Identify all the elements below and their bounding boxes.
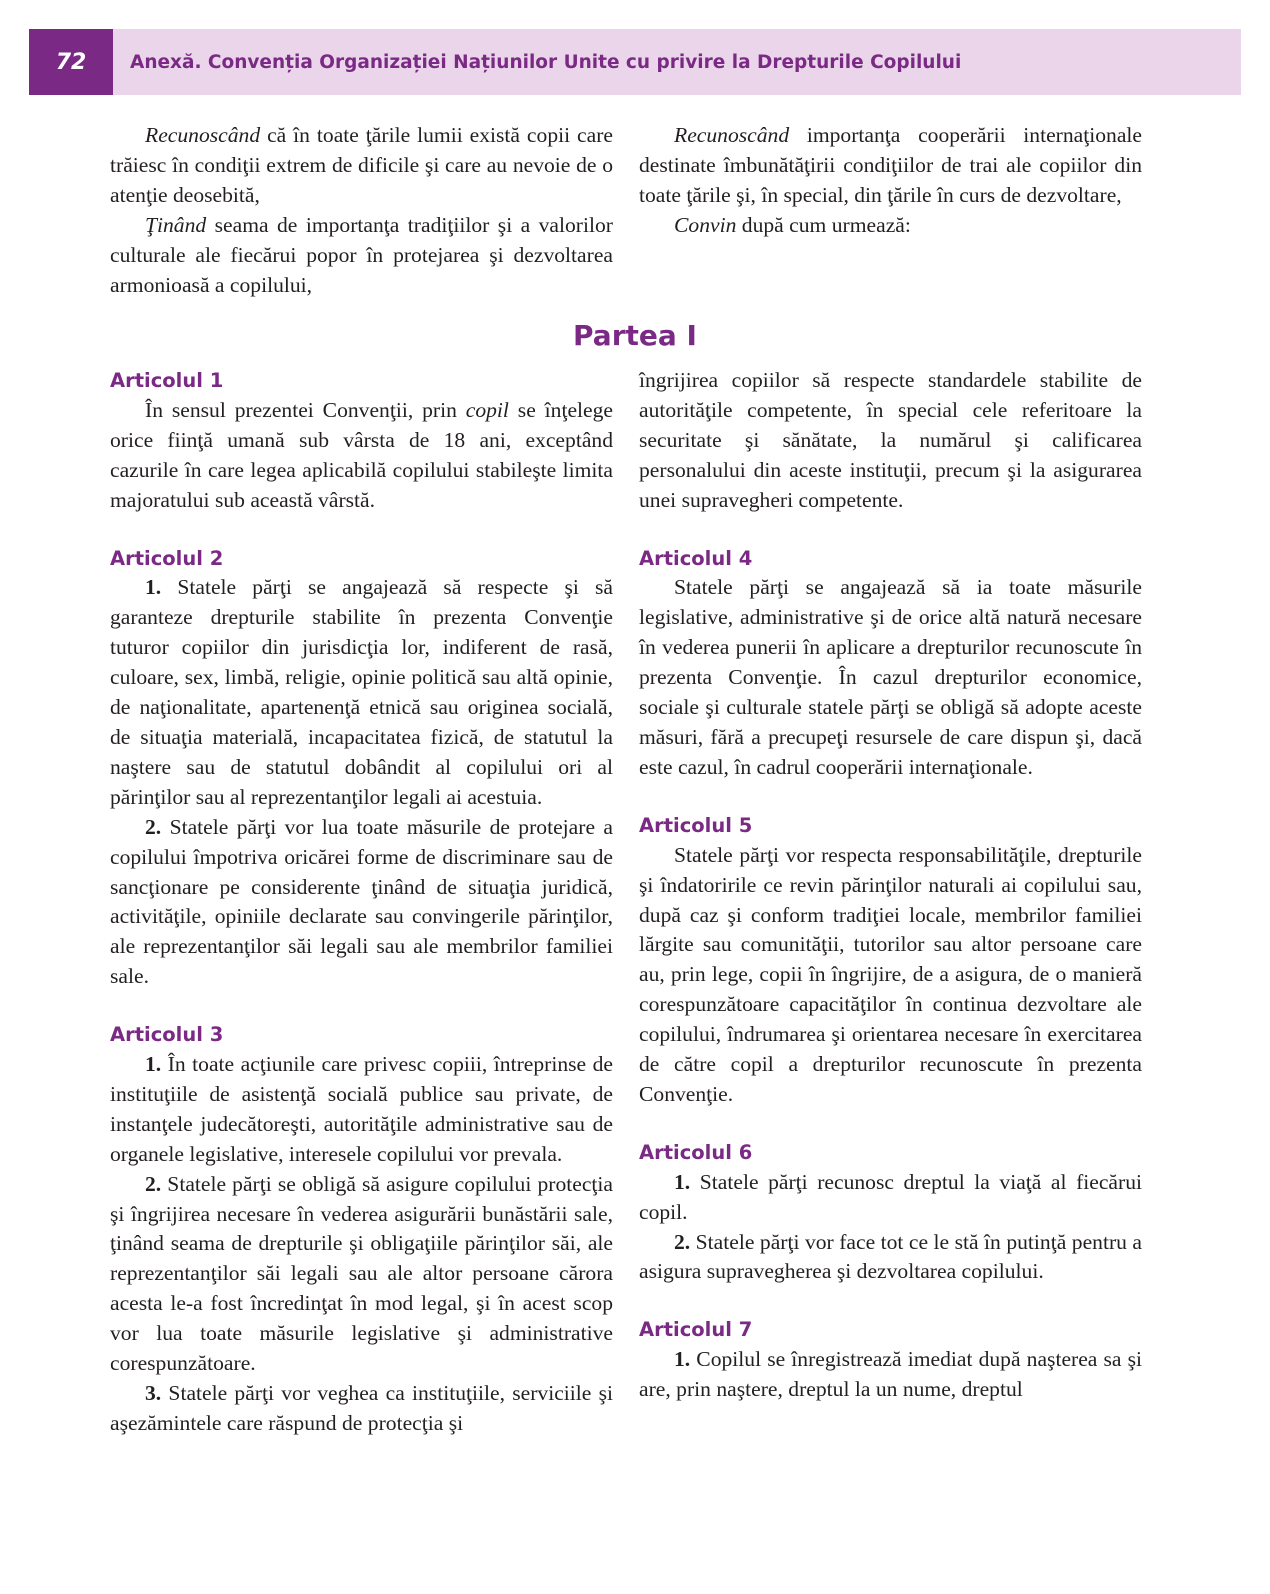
paragraph-number: 1. (145, 1052, 162, 1077)
intro-text: seama de importanţa tradiţiilor şi a valorilor culturale ale fiecărui popor în protejarea şi dezvoltarea armonioasă a copilului, (110, 212, 613, 297)
text-run: Statele părţi se angajează să respecte şi să garanteze drepturile stabilite în prezenta Convenţie tuturor copiilor din jurisdicţia lor, indiferent de rasă, culoare, sex, limbă, religie, opinie politică sau altă opinie, de naţionalitate, apartenenţă etnică sau originea socială, de situaţia materială, incapacitatea fizică, de statutul la naştere sau de statutul dobândit al copilului ori al părinţilor sau al reprezentanţilor legali ai acestuia. (110, 575, 613, 809)
article-heading: Articolul 7 (639, 1318, 753, 1342)
left-column (110, 366, 613, 1439)
text-emphasis: copil (465, 397, 509, 422)
article-paragraph (639, 1228, 1142, 1288)
text-run: Statele părţi vor lua toate măsurile de protejare a copilului împotriva oricărei forme de discriminare sau de sancţionare pe considerente ţinând de situaţia juridică, activităţile, opiniile declarate sau convingerile părinţilor, ale reprezentanţilor săi legali sau ale membrilor familiei sale. (110, 814, 613, 989)
intro-lead: Ţinând (145, 212, 207, 237)
page-header (29, 29, 1241, 95)
intro-paragraph (639, 121, 1142, 211)
text-run: Statele părţi se obligă să asigure copilului protecţia şi îngrijirea necesare în vederea asigurării bunăstării sale, ţinând seama de drepturile şi obligaţiile părinţilor săi, ale reprezentanţilor săi legali sau ale altor persoane cărora acesta le-a fost încredinţat în mod legal, şi în acest scop vor lua toate măsurile legislative şi administrative corespunzătoare. (110, 1171, 613, 1376)
right-column (639, 366, 1142, 1405)
text-run: În toate acţiunile care privesc copiii, întreprinse de instituţiile de asistenţă socială publice sau private, de instanţele judecătoreşti, autorităţile administrative sau de organele legislative, interesele copilului vor prevala. (110, 1052, 613, 1166)
article-paragraph: Statele părţi se angajează să ia toate măsurile legislative, administrative şi de orice altă natură necesare în vederea punerii în aplicare a drepturilor recunoscute în prezenta Convenţie. În cazul drepturilor economice, sociale şi culturale statele părţi se obligă să adopte aceste măsuri, fără a precupeţi resursele de care dispun şi, dacă este cazul, în cadrul cooperării internaţionale. (639, 575, 1142, 779)
text-run: Statele părţi vor face tot ce le stă în putinţă pentru a asigura supravegherea şi dezvoltarea copilului. (639, 1229, 1142, 1284)
article-paragraph (110, 1379, 613, 1439)
paragraph-number: 2. (145, 1171, 162, 1196)
page-number: 72 (29, 29, 113, 95)
article-paragraph (110, 1050, 613, 1170)
running-title: Anexă. Convenția Organizației Națiunilor Unite cu privire la Drepturile Copilului (130, 51, 962, 73)
article-heading: Articolul 2 (110, 546, 224, 570)
paragraph-number: 1. (674, 1169, 691, 1194)
intro-right-column (639, 121, 1142, 241)
text-run: Statele părţi vor veghea ca instituţiile, serviciile şi aşezămintele care răspund de protecţia şi (110, 1381, 613, 1435)
text-run: Statele părţi recunosc dreptul la viaţă al fiecărui copil. (639, 1169, 1142, 1224)
intro-text: importanţa cooperării internaţionale destinate îmbunătăţirii condiţiilor de trai ale copiilor din toate ţările şi, în special, din ţările în curs de dezvoltare, (639, 123, 1142, 207)
paragraph-number: 1. (145, 575, 162, 600)
paragraph-number: 1. (674, 1347, 691, 1372)
intro-left-column (110, 121, 613, 300)
article-paragraph (110, 1170, 613, 1379)
intro-text: după cum urmează: (736, 212, 911, 237)
paragraph-number: 3. (145, 1381, 162, 1405)
article-heading: Articolul 5 (639, 813, 753, 837)
article-paragraph (110, 813, 613, 992)
article-heading: Articolul 6 (639, 1140, 753, 1164)
intro-paragraph (110, 211, 613, 301)
article-paragraph: Statele părţi vor respecta responsabilităţile, drepturile şi îndatoririle ce revin părinţilor naturali ai copilului sau, după caz şi conform tradiţiei locale, membrilor familiei lărgite sau comunităţii, tutorilor sau altor persoane care au, prin lege, copii în îngrijire, de a asigura, de o manieră corespunzătoare capacităţilor în continua dezvoltare ale copilului, îndrumarea şi orientarea necesare în exercitarea de către copil a drepturilor recunoscute în prezenta Convenţie. (639, 842, 1142, 1106)
article-paragraph (110, 573, 613, 812)
intro-paragraph (639, 211, 1142, 241)
intro-paragraph (110, 121, 613, 211)
article-heading: Articolul 3 (110, 1023, 224, 1047)
article-paragraph (110, 396, 613, 516)
article-paragraph-continued: îngrijirea copiilor să respecte standardele stabilite de autorităţile competente, în special cele referitoare la securitate şi sănătate, la numărul şi calificarea personalului din aceste instituţii, precum şi la asigurarea unei supravegheri competente. (639, 368, 1142, 512)
article-paragraph (639, 1345, 1142, 1405)
article-heading: Articolul 4 (639, 546, 753, 570)
intro-lead: Recunoscând (145, 123, 261, 147)
intro-text: că în toate ţările lumii există copii care trăiesc în condiţii extrem de dificile şi care au nevoie de o atenţie deosebită, (110, 123, 613, 207)
text-run: Copilul se înregistrează imediat după naşterea sa şi are, prin naştere, dreptul la un nume, dreptul (639, 1347, 1142, 1402)
paragraph-number: 2. (145, 814, 162, 839)
paragraph-number: 2. (674, 1229, 691, 1254)
text-run: În sensul prezentei Convenţii, prin (145, 397, 466, 422)
intro-lead: Recunoscând (674, 123, 790, 147)
article-heading: Articolul 1 (110, 369, 224, 392)
text-run: se înţelege orice fiinţă umană sub vârsta de 18 ani, exceptând cazurile în care legea aplicabilă copilului stabileşte limita majoratului sub această vârstă. (110, 397, 613, 512)
intro-lead: Convin (674, 212, 737, 237)
part-title: Partea I (573, 319, 697, 352)
article-paragraph (639, 1168, 1142, 1228)
